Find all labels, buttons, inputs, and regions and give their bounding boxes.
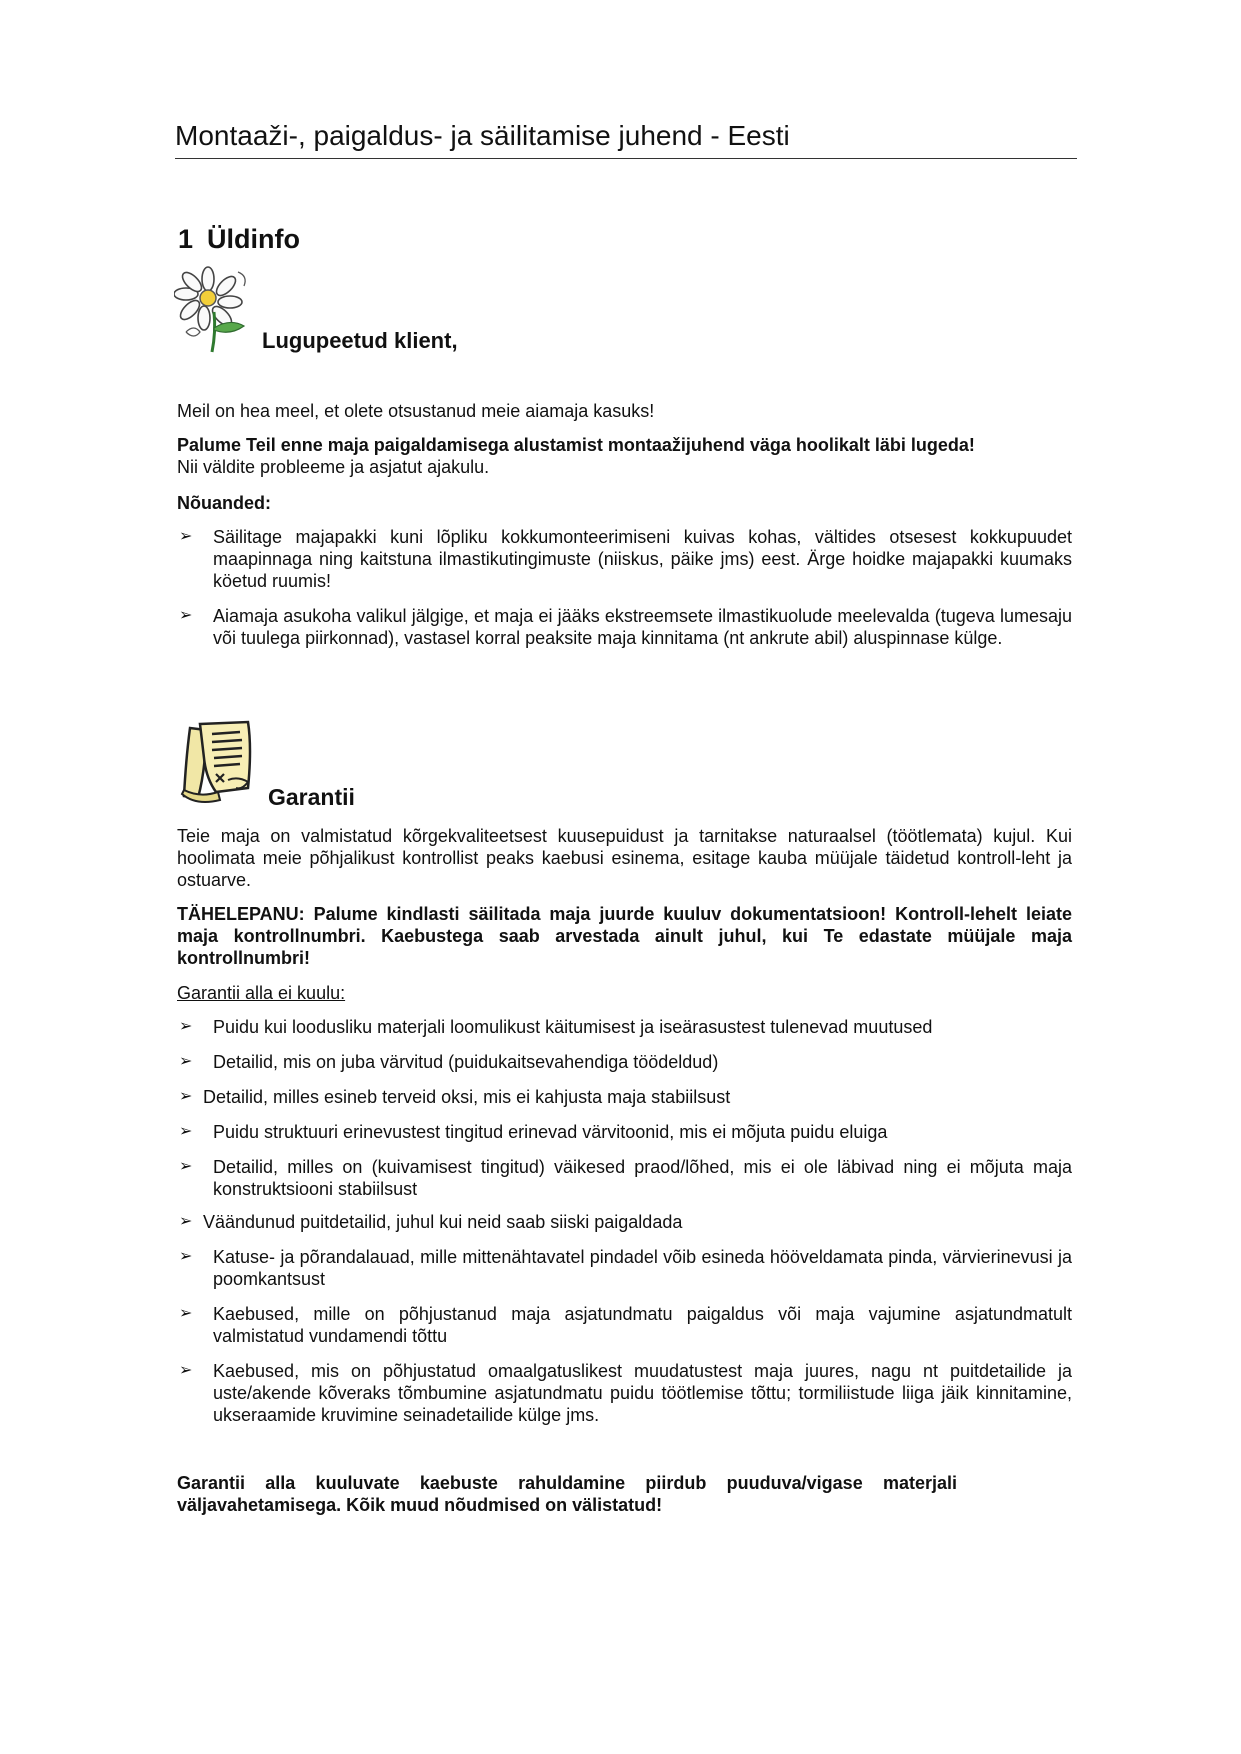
section-title <box>178 222 300 256</box>
advice-item-text: Aiamaja asukoha valikul jälgige, et maja ei jääks ekstreemsete ilmastikuolude meelevalda (tugeva lumesaju või tuulega piirkonnad), vastasel korral peaksite maja kinnitama (nt ankrute abil) aluspinnase külge. <box>213 606 1072 648</box>
bullet-arrow-icon: ➢ <box>179 1213 193 1230</box>
bullet-arrow-icon: ➢ <box>179 528 193 545</box>
garantii-title: Garantii <box>268 784 355 810</box>
list-item <box>177 1016 1072 1038</box>
instruction-normal: Nii väldite probleeme ja asjatut ajakulu. <box>177 457 490 477</box>
advice-list <box>177 526 1072 649</box>
bullet-arrow-icon: ➢ <box>179 1248 193 1265</box>
bullet-arrow-icon: ➢ <box>179 1158 193 1175</box>
greeting: Lugupeetud klient, <box>262 328 458 353</box>
bullet-arrow-icon: ➢ <box>179 607 193 624</box>
list-item <box>177 1086 1072 1108</box>
bullet-arrow-icon: ➢ <box>179 1053 193 1070</box>
page-header: Montaaži-, paigaldus- ja säilitamise juhend - Eesti <box>175 118 1077 159</box>
advice-heading: Nõuanded: <box>177 493 271 513</box>
list-item <box>177 1051 1072 1073</box>
exclusions-heading: Garantii alla ei kuulu: <box>177 983 346 1003</box>
exclusion-item-text: Väändunud puitdetailid, juhul kui neid saab siiski paigaldada <box>203 1212 683 1232</box>
bullet-arrow-icon: ➢ <box>179 1018 193 1035</box>
intro-text: Meil on hea meel, et olete otsustanud meie aiamaja kasuks! <box>177 401 655 421</box>
list-item <box>177 605 1072 649</box>
exclusion-item-text: Detailid, mis on juba värvitud (puidukaitsevahendiga töödeldud) <box>213 1052 719 1072</box>
document-scroll-icon <box>176 718 260 806</box>
exclusion-item-text: Detailid, milles on (kuivamisest tingitud) väikesed praod/lõhed, mis ei ole läbivad ning ei mõjuta maja konstruktsiooni stabiilsust <box>213 1157 1072 1199</box>
instruction-bold: Palume Teil enne maja paigaldamisega alustamist montaažijuhend väga hoolikalt läbi lugeda! <box>177 435 975 455</box>
section-number: 1 <box>178 224 194 254</box>
bullet-arrow-icon: ➢ <box>179 1305 193 1322</box>
garantii-notice: TÄHELEPANU: Palume kindlasti säilitada maja juurde kuuluv dokumentatsioon! Kontroll-lehelt leiate maja kontrollnumbri. Kaebustega saab arvestada ainult juhul, kui Te edastate müüjale maja kontrollnumbri! <box>177 904 1072 968</box>
bullet-arrow-icon: ➢ <box>179 1362 193 1379</box>
list-item <box>177 526 1072 592</box>
list-item <box>177 1121 1072 1143</box>
exclusion-item-text: Katuse- ja põrandalauad, mille mittenähtavatel pindadel võib esineda hööveldamata pinda, värvierinevusi ja poomkantsust <box>213 1247 1072 1289</box>
instruction-block <box>177 434 1072 478</box>
exclusion-item-text: Puidu kui loodusliku materjali loomulikust käitumisest ja iseärasustest tulenevad muutused <box>213 1017 933 1037</box>
list-item <box>177 1246 1072 1290</box>
exclusion-item-text: Detailid, milles esineb terveid oksi, mis ei kahjusta maja stabiilsust <box>203 1087 731 1107</box>
list-item <box>177 1211 1072 1233</box>
flower-icon <box>174 266 258 354</box>
garantii-closing: Garantii alla kuuluvate kaebuste rahuldamine piirdub puuduva/vigase materjali väljavahetamisega. Kõik muud nõudmised on välistatud! <box>177 1473 957 1515</box>
advice-item-text: Säilitage majapakki kuni lõpliku kokkumonteerimiseni kuivas kohas, vältides otsesest kokkupuudet maapinnaga ning kaitstuna ilmastikutingimuste (niiskus, päike jms) eest. Ärge hoidke majapakki kuumaks köetud ruumis! <box>213 527 1072 591</box>
exclusion-item-text: Kaebused, mille on põhjustanud maja asjatundmatu paigaldus või maja vajumine asjatundmatult valmistatud vundamendi tõttu <box>213 1304 1072 1346</box>
list-item <box>177 1156 1072 1200</box>
exclusion-item-text: Puidu struktuuri erinevustest tingitud erinevad värvitoonid, mis ei mõjuta puidu eluiga <box>213 1122 888 1142</box>
list-item <box>177 1303 1072 1347</box>
list-item <box>177 1360 1072 1426</box>
exclusion-item-text: Kaebused, mis on põhjustatud omaalgatuslikest muudatustest maja juures, nagu nt puitdetailide ja uste/akende kõveraks tõmbumine asjatundmatu puidu töötlemise tõttu; tormiliistude liiga jäik kinnitamine, ukseraamide kruvimine seinadetailide külge jms. <box>213 1361 1072 1425</box>
bullet-arrow-icon: ➢ <box>179 1088 193 1105</box>
section-title-text: Üldinfo <box>207 224 301 254</box>
bullet-arrow-icon: ➢ <box>179 1123 193 1140</box>
exclusions-list <box>177 1016 1072 1426</box>
garantii-intro: Teie maja on valmistatud kõrgekvaliteetsest kuusepuidust ja tarnitakse naturaalsel (töötlemata) kujul. Kui hoolimata meie põhjalikust kontrollist peaks kaebusi esinema, esitage kauba müüjale täidetud kontroll-leht ja ostuarve. <box>177 826 1072 890</box>
